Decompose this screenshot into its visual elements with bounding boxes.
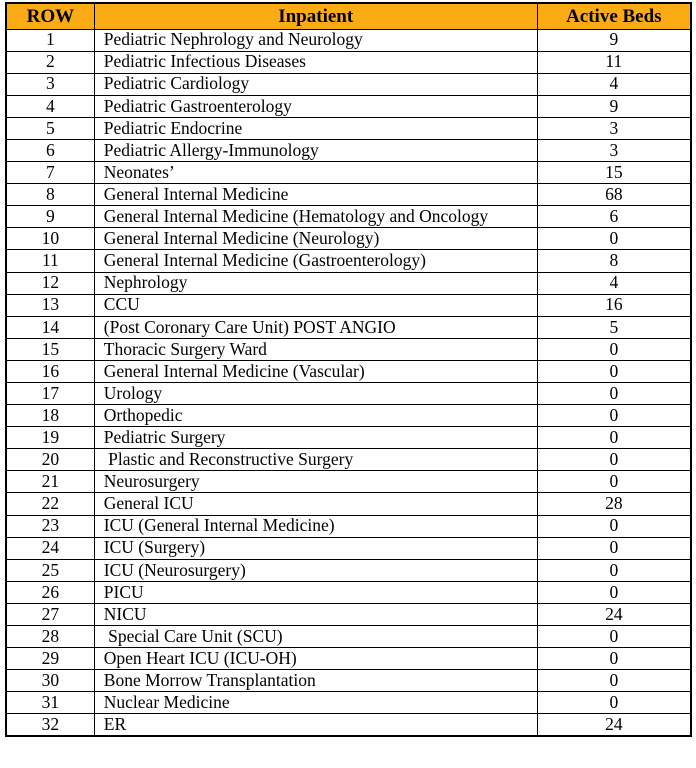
table-row: [6, 206, 691, 228]
row-number-cell: 10: [6, 228, 94, 250]
table-row: [6, 338, 691, 360]
table-row: [6, 449, 691, 471]
table-row: [6, 405, 691, 427]
row-number-cell: 18: [6, 405, 94, 427]
active-beds-cell: 4: [537, 272, 691, 294]
active-beds-cell: 11: [537, 51, 691, 73]
row-number-cell: 14: [6, 316, 94, 338]
table-row: [6, 692, 691, 714]
active-beds-cell: 0: [537, 405, 691, 427]
active-beds-cell: 8: [537, 250, 691, 272]
table-row: [6, 537, 691, 559]
row-number-cell: 13: [6, 294, 94, 316]
inpatient-name-cell: Neonates’: [94, 162, 537, 184]
row-number-cell: 26: [6, 581, 94, 603]
table-row: [6, 581, 691, 603]
inpatient-name-cell: General Internal Medicine (Gastroenterology): [94, 250, 537, 272]
table-row: [6, 603, 691, 625]
table-row: [6, 250, 691, 272]
active-beds-cell: 9: [537, 95, 691, 117]
column-header-inpatient: Inpatient: [94, 3, 537, 29]
inpatient-name-cell: Pediatric Allergy-Immunology: [94, 139, 537, 161]
inpatient-name-cell: Open Heart ICU (ICU-OH): [94, 648, 537, 670]
inpatient-name-cell: Orthopedic: [94, 405, 537, 427]
table-row: [6, 139, 691, 161]
table-row: [6, 714, 691, 736]
active-beds-cell: 0: [537, 537, 691, 559]
inpatient-name-cell: Pediatric Cardiology: [94, 73, 537, 95]
inpatient-name-cell: Urology: [94, 383, 537, 405]
active-beds-cell: 0: [537, 559, 691, 581]
table-row: [6, 559, 691, 581]
row-number-cell: 7: [6, 162, 94, 184]
inpatient-name-cell: General Internal Medicine: [94, 184, 537, 206]
table-row: [6, 294, 691, 316]
table-row: [6, 117, 691, 139]
active-beds-cell: 6: [537, 206, 691, 228]
row-number-cell: 28: [6, 626, 94, 648]
row-number-cell: 29: [6, 648, 94, 670]
table-row: [6, 493, 691, 515]
active-beds-cell: 9: [537, 29, 691, 51]
inpatient-name-cell: Pediatric Infectious Diseases: [94, 51, 537, 73]
active-beds-cell: 0: [537, 692, 691, 714]
table-row: [6, 95, 691, 117]
table-row: [6, 184, 691, 206]
inpatient-active-beds-table: [5, 2, 692, 737]
row-number-cell: 6: [6, 139, 94, 161]
row-number-cell: 2: [6, 51, 94, 73]
inpatient-name-cell: Thoracic Surgery Ward: [94, 338, 537, 360]
active-beds-cell: 0: [537, 581, 691, 603]
row-number-cell: 5: [6, 117, 94, 139]
active-beds-cell: 0: [537, 626, 691, 648]
inpatient-name-cell: ICU (Surgery): [94, 537, 537, 559]
column-header-row: ROW: [6, 3, 94, 29]
table-header: [6, 3, 691, 29]
row-number-cell: 30: [6, 670, 94, 692]
inpatient-name-cell: Neurosurgery: [94, 471, 537, 493]
row-number-cell: 20: [6, 449, 94, 471]
row-number-cell: 16: [6, 360, 94, 382]
row-number-cell: 27: [6, 603, 94, 625]
active-beds-cell: 0: [537, 383, 691, 405]
inpatient-name-cell: NICU: [94, 603, 537, 625]
active-beds-cell: 15: [537, 162, 691, 184]
row-number-cell: 3: [6, 73, 94, 95]
inpatient-name-cell: Nuclear Medicine: [94, 692, 537, 714]
row-number-cell: 19: [6, 427, 94, 449]
active-beds-cell: 4: [537, 73, 691, 95]
inpatient-name-cell: Pediatric Gastroenterology: [94, 95, 537, 117]
table-row: [6, 162, 691, 184]
active-beds-cell: 0: [537, 471, 691, 493]
inpatient-name-cell: Bone Morrow Transplantation: [94, 670, 537, 692]
active-beds-cell: 0: [537, 228, 691, 250]
inpatient-name-cell: (Post Coronary Care Unit) POST ANGIO: [94, 316, 537, 338]
active-beds-cell: 24: [537, 714, 691, 736]
table-row: [6, 73, 691, 95]
inpatient-name-cell: General Internal Medicine (Hematology and Oncology: [94, 206, 537, 228]
inpatient-name-cell: Special Care Unit (SCU): [94, 626, 537, 648]
table-row: [6, 626, 691, 648]
inpatient-name-cell: Pediatric Surgery: [94, 427, 537, 449]
table-row: [6, 515, 691, 537]
active-beds-cell: 5: [537, 316, 691, 338]
active-beds-cell: 0: [537, 648, 691, 670]
row-number-cell: 21: [6, 471, 94, 493]
inpatient-name-cell: ICU (General Internal Medicine): [94, 515, 537, 537]
row-number-cell: 15: [6, 338, 94, 360]
active-beds-cell: 24: [537, 603, 691, 625]
row-number-cell: 8: [6, 184, 94, 206]
row-number-cell: 1: [6, 29, 94, 51]
table-row: [6, 272, 691, 294]
column-header-active-beds: Active Beds: [537, 3, 691, 29]
inpatient-name-cell: CCU: [94, 294, 537, 316]
table-row: [6, 427, 691, 449]
row-number-cell: 9: [6, 206, 94, 228]
inpatient-name-cell: Plastic and Reconstructive Surgery: [94, 449, 537, 471]
row-number-cell: 31: [6, 692, 94, 714]
inpatient-name-cell: General Internal Medicine (Vascular): [94, 360, 537, 382]
table-body: [6, 29, 691, 736]
row-number-cell: 32: [6, 714, 94, 736]
active-beds-cell: 28: [537, 493, 691, 515]
active-beds-cell: 3: [537, 139, 691, 161]
table-row: [6, 383, 691, 405]
header-row: [6, 3, 691, 29]
inpatient-name-cell: Pediatric Nephrology and Neurology: [94, 29, 537, 51]
row-number-cell: 17: [6, 383, 94, 405]
row-number-cell: 23: [6, 515, 94, 537]
table-row: [6, 471, 691, 493]
inpatient-name-cell: General ICU: [94, 493, 537, 515]
row-number-cell: 24: [6, 537, 94, 559]
row-number-cell: 11: [6, 250, 94, 272]
table-row: [6, 29, 691, 51]
row-number-cell: 22: [6, 493, 94, 515]
table-row: [6, 316, 691, 338]
table-row: [6, 648, 691, 670]
table-row: [6, 670, 691, 692]
active-beds-cell: 0: [537, 360, 691, 382]
active-beds-cell: 16: [537, 294, 691, 316]
inpatient-name-cell: ER: [94, 714, 537, 736]
inpatient-name-cell: General Internal Medicine (Neurology): [94, 228, 537, 250]
table-row: [6, 51, 691, 73]
inpatient-name-cell: Pediatric Endocrine: [94, 117, 537, 139]
inpatient-name-cell: ICU (Neurosurgery): [94, 559, 537, 581]
row-number-cell: 12: [6, 272, 94, 294]
inpatient-name-cell: PICU: [94, 581, 537, 603]
table-row: [6, 360, 691, 382]
active-beds-cell: 68: [537, 184, 691, 206]
table-row: [6, 228, 691, 250]
active-beds-cell: 3: [537, 117, 691, 139]
active-beds-cell: 0: [537, 449, 691, 471]
active-beds-cell: 0: [537, 670, 691, 692]
active-beds-cell: 0: [537, 427, 691, 449]
inpatient-name-cell: Nephrology: [94, 272, 537, 294]
row-number-cell: 25: [6, 559, 94, 581]
active-beds-cell: 0: [537, 338, 691, 360]
active-beds-cell: 0: [537, 515, 691, 537]
row-number-cell: 4: [6, 95, 94, 117]
